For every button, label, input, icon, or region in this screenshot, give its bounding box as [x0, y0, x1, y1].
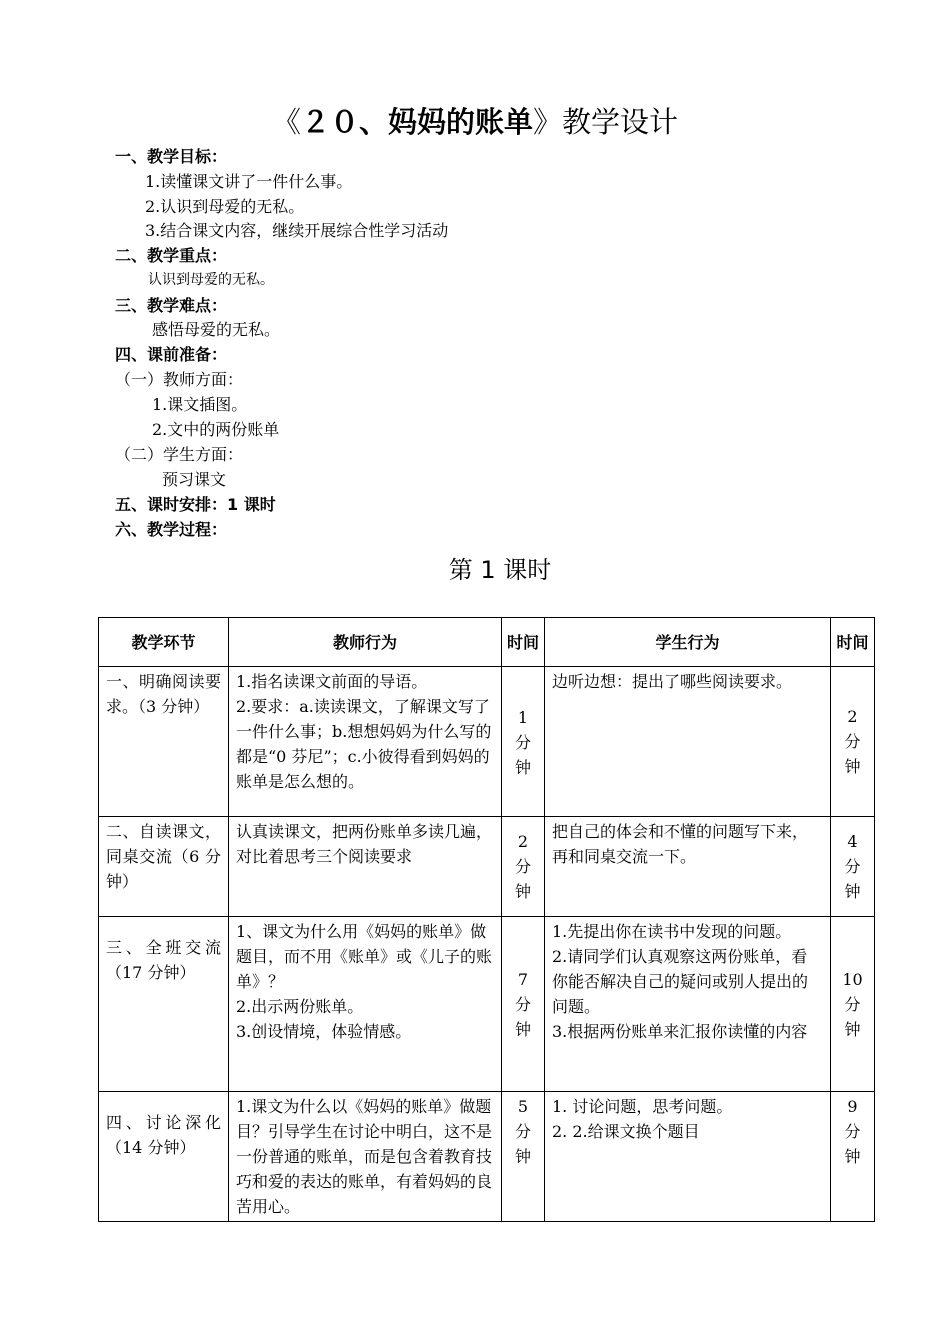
- teacher-line: 2.要求：a.读读课文，了解课文写了一件什么事；b.想想妈妈为什么写的都是“0 芬尼”；c.小彼得看到妈妈的账单是怎么想的。: [236, 697, 492, 791]
- student-line: 边听边想：提出了哪些阅读要求。: [552, 672, 793, 691]
- section-2-heading: 二、教学重点：: [115, 246, 228, 265]
- section-4-heading: 四、课前准备：: [115, 345, 228, 364]
- student-cell: [545, 667, 831, 817]
- teacher-line: 1.课文为什么以《妈妈的账单》做题目？引导学生在讨论中明白，这不是一份普通的账单，而是包含着教育技巧和爱的表达的账单，有着妈妈的良苦用心。: [236, 1097, 493, 1216]
- student-cell: [545, 917, 831, 1092]
- teacher-line: 认真读课文，把两份账单多读几遍，对比着思考三个阅读要求: [236, 822, 493, 866]
- teacher-line: 2.出示两份账单。: [236, 997, 364, 1016]
- teacher-prep-item-2: 2.文中的两份账单: [152, 420, 280, 439]
- table-header-row: [99, 618, 875, 667]
- teacher-time-cell: 1 分 钟: [502, 667, 545, 817]
- header-stage: 教学环节: [99, 618, 229, 667]
- section-3-text: 感悟母爱的无私。: [152, 320, 281, 339]
- section-4-sub1: （一）教师方面：: [115, 370, 244, 389]
- stage-cell: 一、明确阅读要求。（3 分钟）: [99, 667, 229, 817]
- student-time-cell: 9 分 钟: [831, 1092, 875, 1222]
- teacher-time-cell: 5 分 钟: [502, 1092, 545, 1222]
- student-line: 把自己的体会和不懂的问题写下来，再和同桌交流一下。: [552, 822, 809, 866]
- title-bold: ２０、妈妈的账单: [300, 105, 533, 139]
- teacher-cell: [229, 817, 502, 917]
- student-time-cell: 4 分 钟: [831, 817, 875, 917]
- title-suffix: 》教学设计: [533, 105, 679, 139]
- student-line: 1.先提出你在读书中发现的问题。: [552, 922, 792, 941]
- title-prefix: 《: [271, 105, 301, 139]
- student-cell: [545, 817, 831, 917]
- section-3-heading: 三、教学难点：: [115, 296, 228, 315]
- table-row: [99, 917, 875, 1092]
- header-student: 学生行为: [545, 618, 831, 667]
- teacher-prep-item-1: 1.课文插图。: [152, 395, 248, 414]
- goal-item-2: 2.认识到母爱的无私。: [145, 197, 305, 216]
- teacher-cell: [229, 917, 502, 1092]
- section-2-text: 认识到母爱的无私。: [148, 272, 274, 288]
- section-4-sub2: （二）学生方面：: [115, 445, 244, 464]
- student-line: 2.请同学们认真观察这两份账单，看你能否解决自己的疑问或别人提出的问题。: [552, 947, 809, 1016]
- student-time-cell: 10 分 钟: [831, 917, 875, 1092]
- table-row: [99, 1092, 875, 1222]
- teacher-cell: [229, 667, 502, 817]
- teacher-time-cell: 7 分 钟: [502, 917, 545, 1092]
- stage-cell: 二、自读课文，同桌交流（6 分钟）: [99, 817, 229, 917]
- teacher-cell: [229, 1092, 502, 1222]
- table-row: [99, 667, 875, 817]
- student-time-cell: 2 分 钟: [831, 667, 875, 817]
- teacher-time-cell: 2 分 钟: [502, 817, 545, 917]
- section-1-heading: 一、教学目标：: [115, 147, 228, 166]
- teacher-line: 1、课文为什么用《妈妈的账单》做题目，而不用《账单》或《儿子的账单》？: [236, 922, 493, 991]
- section-6-heading: 六、教学过程：: [115, 520, 228, 539]
- header-teacher: 教师行为: [229, 618, 502, 667]
- header-student-time: 时间: [831, 618, 875, 667]
- teaching-process-table: [98, 617, 875, 1222]
- student-line: 2. 2.给课文换个题目: [552, 1122, 700, 1141]
- goal-item-1: 1.读懂课文讲了一件什么事。: [145, 172, 353, 191]
- teacher-line: 1.指名读课文前面的导语。: [236, 672, 428, 691]
- stage-cell: 四、讨论深化（14 分钟）: [99, 1092, 229, 1222]
- section-5-heading: 五、课时安排：1 课时: [115, 495, 276, 514]
- stage-cell: 三、全班交流（17 分钟）: [99, 917, 229, 1092]
- student-line: 1. 讨论问题，思考问题。: [552, 1097, 733, 1116]
- student-line: 3.根据两份账单来汇报你读懂的内容: [552, 1022, 808, 1041]
- student-cell: [545, 1092, 831, 1222]
- student-prep-text: 预习课文: [162, 470, 227, 489]
- document-title: [0, 100, 950, 141]
- teacher-line: 3.创设情境，体验情感。: [236, 1022, 412, 1041]
- table-row: [99, 817, 875, 917]
- goal-item-3: 3.结合课文内容，继续开展综合性学习活动: [145, 221, 449, 240]
- lesson-title: 第 1 课时: [448, 556, 552, 584]
- header-teacher-time: 时间: [502, 618, 545, 667]
